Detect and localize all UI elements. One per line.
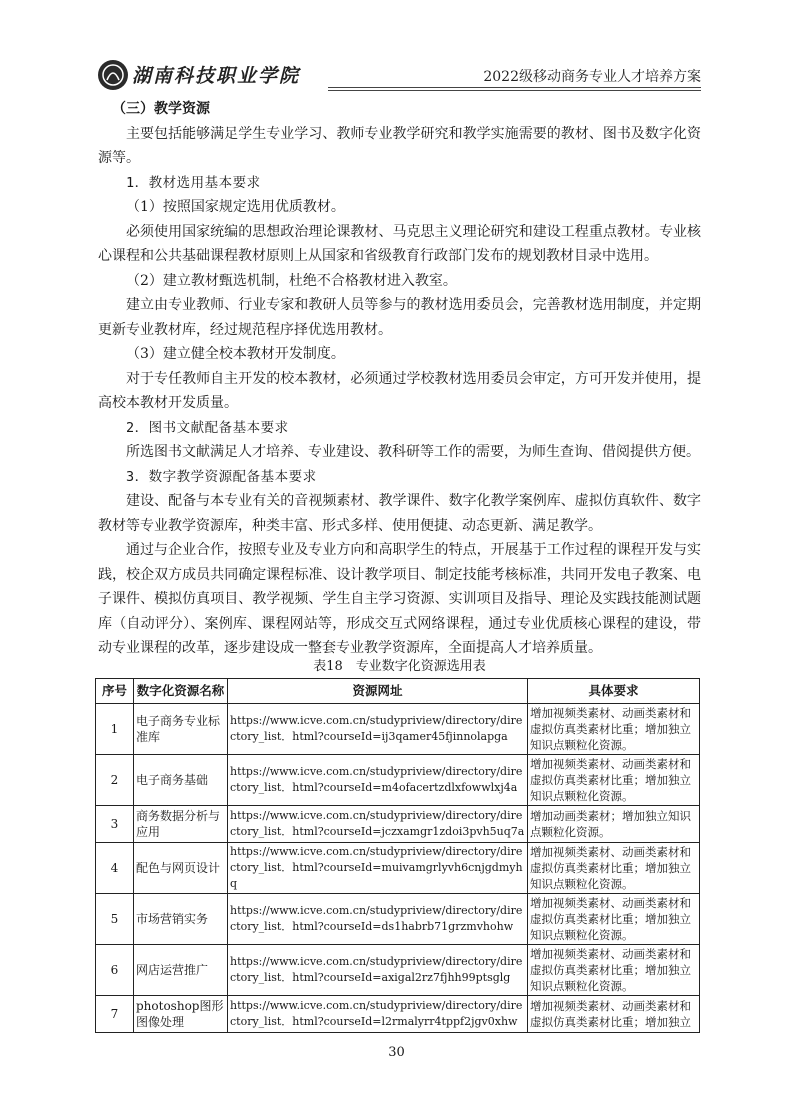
table-row [96, 996, 700, 1033]
resource-name: 商务数据分析与应用 [134, 806, 228, 843]
page-number: 30 [388, 1045, 405, 1060]
header-rule [328, 87, 701, 88]
resource-url: https://www.icve.com.cn/studypriview/directory/directory_list．html?courseId=muivamgrlyvh6cnjgdmyhq [228, 843, 528, 894]
header-cell-name: 数字化资源名称 [134, 679, 228, 704]
page-header [98, 60, 701, 88]
subsection-heading-2: 2．图书文献配备基本要求 [126, 419, 289, 436]
resource-name: 网店运营推广 [134, 945, 228, 996]
header-cell-no: 序号 [96, 679, 134, 704]
subsection-heading-1: 1．教材选用基本要求 [126, 174, 261, 191]
row-number: 5 [96, 894, 134, 945]
table-caption: 表18 专业数字化资源选用表 [313, 659, 486, 674]
row-number: 7 [96, 996, 134, 1033]
header-cell-requirement: 具体要求 [528, 679, 700, 704]
row-number: 1 [96, 704, 134, 755]
resource-requirement: 增加视频类素材、动画类素材和虚拟仿真类素材比重；增加独立 [528, 996, 700, 1033]
table-row [96, 806, 700, 843]
table-row [96, 843, 700, 894]
header-rule-lower [328, 90, 701, 91]
table-row [96, 704, 700, 755]
resource-name: 市场营销实务 [134, 894, 228, 945]
resource-requirement: 增加视频类素材、动画类素材和虚拟仿真类素材比重；增加独立知识点颗粒化资源。 [528, 704, 700, 755]
paragraph: （2）建立教材甄选机制，杜绝不合格教材进入教室。 [126, 272, 457, 289]
paragraph: （1）按照国家规定选用优质教材。 [126, 199, 345, 215]
resource-url: https://www.icve.com.cn/studypriview/directory/directory_list．html?courseId=l2rmalyrr4tppf2jgv0xhw [228, 996, 528, 1033]
resource-table [95, 678, 700, 1033]
row-number: 2 [96, 755, 134, 806]
row-number: 3 [96, 806, 134, 843]
table-row [96, 755, 700, 806]
section-intro: 主要包括能够满足学生专业学习、教师专业教学研究和教学实施需要的教材、图书及数字化资源等。 [98, 125, 701, 166]
resource-url: https://www.icve.com.cn/studypriview/directory/directory_list．html?courseId=ij3qamer45fjinnolapga [228, 704, 528, 755]
resource-requirement: 增加动画类素材；增加独立知识点颗粒化资源。 [528, 806, 700, 843]
resource-requirement: 增加视频类素材、动画类素材和虚拟仿真类素材比重；增加独立知识点颗粒化资源。 [528, 894, 700, 945]
paragraph: 必须使用国家统编的思想政治理论课教材、马克思主义理论研究和建设工程重点教材。专业核心课程和公共基础课程教材原则上从国家和省级教育行政部门发布的规划教材目录中选用。 [98, 223, 701, 264]
table-header-row [96, 679, 700, 704]
resource-url: https://www.icve.com.cn/studypriview/directory/directory_list．html?courseId=ds1habrb71grzmvhohw [228, 894, 528, 945]
table-row [96, 894, 700, 945]
resource-name: 电子商务专业标准库 [134, 704, 228, 755]
resource-requirement: 增加视频类素材、动画类素材和虚拟仿真类素材比重；增加独立知识点颗粒化资源。 [528, 843, 700, 894]
paragraph: （3）建立健全校本教材开发制度。 [126, 346, 345, 362]
document-title: 2022级移动商务专业人才培养方案 [483, 69, 701, 85]
resource-name: photoshop图形图像处理 [134, 996, 228, 1033]
resource-requirement: 增加视频类素材、动画类素材和虚拟仿真类素材比重；增加独立知识点颗粒化资源。 [528, 945, 700, 996]
resource-url: https://www.icve.com.cn/studypriview/directory/directory_list．html?courseId=axigal2rz7fjhh99ptsglg [228, 945, 528, 996]
resource-name: 电子商务基础 [134, 755, 228, 806]
row-number: 6 [96, 945, 134, 996]
resource-url: https://www.icve.com.cn/studypriview/directory/directory_list．html?courseId=m4ofacertzdlxfowwlxj4a [228, 755, 528, 806]
school-logo-icon [98, 60, 128, 90]
paragraph: 通过与企业合作，按照专业及专业方向和高职学生的特点，开展基于工作过程的课程开发与实践，校企双方成员共同确定课程标准、设计教学项目、制定技能考核标准，共同开发电子教案、电子课件、模拟仿真项目、教学视频、学生自主学习资源、实训项目及指导、理论及实践技能测试题库（自动评分）、案例库、课程网站等，形成交互式网络课程，通过专业优质核心课程的建设，带动专业课程的改革，逐步建设成一整套专业教学资源库，全面提高人才培养质量。 [98, 542, 701, 656]
row-number: 4 [96, 843, 134, 894]
section-body [98, 97, 701, 661]
paragraph: 建立由专业教师、行业专家和教研人员等参与的教材选用委员会，完善教材选用制度，并定期更新专业教材库，经过规范程序择优选用教材。 [98, 297, 701, 338]
school-name: 湖南科技职业学院 [132, 65, 301, 87]
resource-name: 配色与网页设计 [134, 843, 228, 894]
header-cell-url: 资源网址 [228, 679, 528, 704]
paragraph: 所选图书文献满足人才培养、专业建设、教科研等工作的需要，为师生查询、借阅提供方便。 [126, 444, 700, 460]
table-row [96, 945, 700, 996]
subsection-heading-3: 3．数字教学资源配备基本要求 [126, 468, 317, 485]
paragraph: 对于专任教师自主开发的校本教材，必须通过学校教材选用委员会审定，方可开发并使用，提高校本教材开发质量。 [98, 370, 701, 411]
resource-requirement: 增加视频类素材、动画类素材和虚拟仿真类素材比重；增加独立知识点颗粒化资源。 [528, 755, 700, 806]
section-title: （三）教学资源 [112, 101, 210, 117]
paragraph: 建设、配备与本专业有关的音视频素材、教学课件、数字化教学案例库、虚拟仿真软件、数字教材等专业教学资源库，种类丰富、形式多样、使用便捷、动态更新、满足教学。 [98, 493, 701, 534]
resource-url: https://www.icve.com.cn/studypriview/directory/directory_list．html?courseId=jczxamgr1zdoi3pvh5uq7a [228, 806, 528, 843]
